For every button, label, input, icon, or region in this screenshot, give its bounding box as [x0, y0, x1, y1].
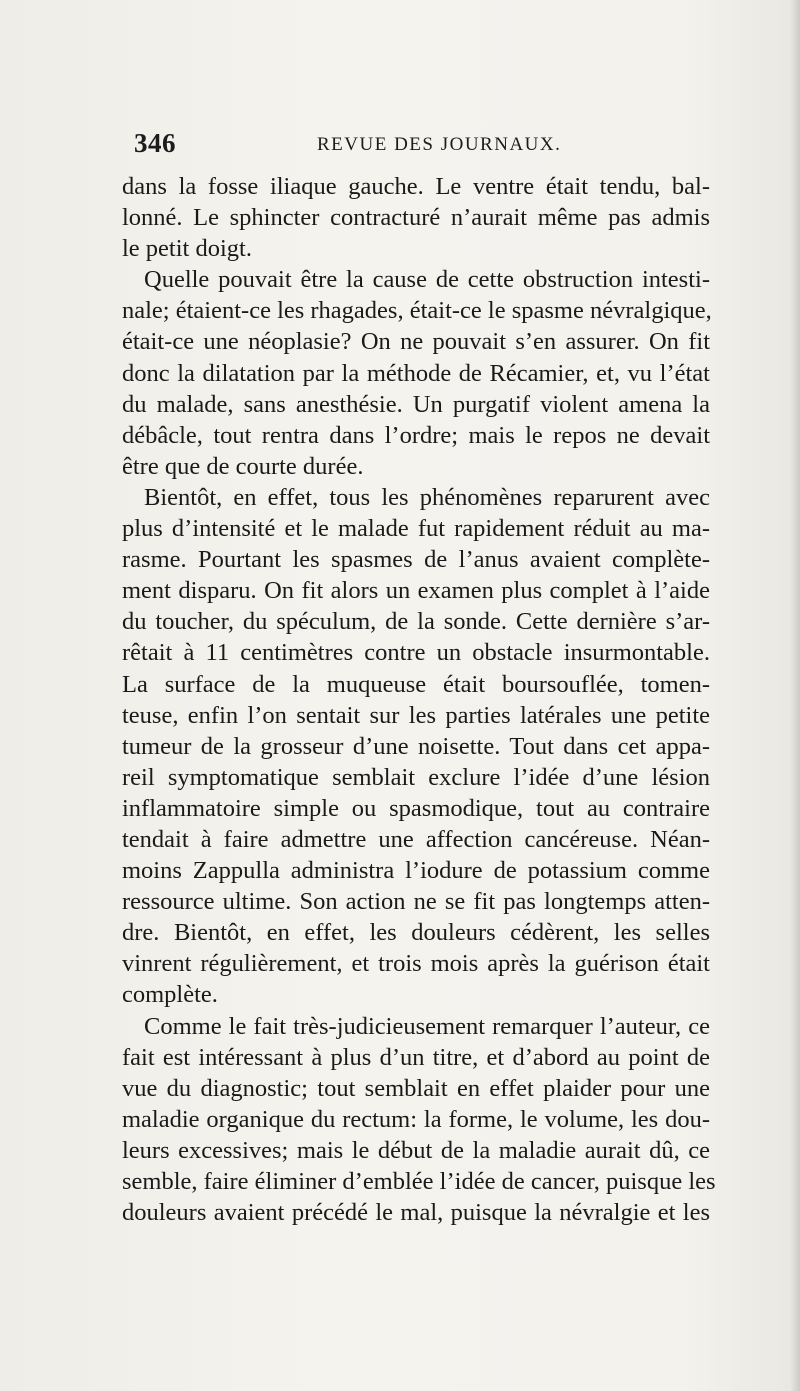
text-line: ressource ultime. Son action ne se fit pas longtemps atten- — [122, 888, 710, 916]
text-line: Quelle pouvait être la cause de cette obstruction intesti- — [144, 266, 710, 294]
text-line: vue du diagnostic; tout semblait en effet plaider pour une — [122, 1074, 710, 1102]
text-line: lonné. Le sphincter contracturé n’aurait même pas admis — [122, 204, 710, 232]
text-line: était-ce une néoplasie? On ne pouvait s’en assurer. On fit — [122, 328, 710, 356]
text-line: inflammatoire simple ou spasmodique, tout au contraire — [122, 794, 710, 822]
running-head: REVUE DES JOURNAUX. — [317, 134, 562, 155]
text-line: tendait à faire admettre une affection cancéreuse. Néan- — [122, 825, 710, 853]
text-line: rasme. Pourtant les spasmes de l’anus avaient complète- — [122, 546, 710, 574]
text-line: dans la fosse iliaque gauche. Le ventre était tendu, bal- — [122, 173, 710, 200]
page-number: 346 — [134, 128, 176, 158]
text-line: moins Zappulla administra l’iodure de potassium comme — [122, 857, 710, 885]
text-line: nale; étaient-ce les rhagades, était-ce le spasme névralgique, — [122, 297, 712, 325]
text-line: le petit doigt. — [122, 235, 252, 263]
text-line: débâcle, tout rentra dans l’ordre; mais le repos ne devait — [122, 421, 710, 449]
text-line: douleurs avaient précédé le mal, puisque la névralgie et les — [122, 1199, 710, 1227]
text-line: ment disparu. On fit alors un examen plus complet à l’aide — [122, 577, 710, 605]
body-text — [122, 171, 716, 1228]
text-line: maladie organique du rectum: la forme, le volume, les dou- — [122, 1105, 710, 1133]
text-line: plus d’intensité et le malade fut rapidement réduit au ma- — [122, 515, 710, 543]
text-line: vinrent régulièrement, et trois mois après la guérison était — [122, 950, 710, 978]
text-line: teuse, enfin l’on sentait sur les parties latérales une petite — [122, 701, 710, 729]
page-edge-shadow — [790, 0, 800, 1391]
text-line: tumeur de la grosseur d’une noisette. Tout dans cet appa- — [122, 732, 710, 760]
text-line: Bientôt, en effet, tous les phénomènes reparurent avec — [144, 483, 710, 511]
text-line: donc la dilatation par la méthode de Récamier, et, vu l’état — [122, 359, 710, 387]
text-line: reil symptomatique semblait exclure l’idée d’une lésion — [122, 763, 710, 791]
text-line: fait est intéressant à plus d’un titre, et d’abord au point de — [122, 1043, 710, 1071]
text-line: semble, faire éliminer d’emblée l’idée de cancer, puisque les — [122, 1168, 716, 1195]
page-header — [134, 128, 704, 164]
text-line: du toucher, du spéculum, de la sonde. Cette dernière s’ar- — [122, 608, 710, 636]
text-line: être que de courte durée. — [122, 452, 364, 480]
text-line: du malade, sans anesthésie. Un purgatif violent amena la — [122, 390, 710, 418]
text-line: Comme le fait très-judicieusement remarquer l’auteur, ce — [144, 1012, 710, 1040]
text-line: leurs excessives; mais le début de la maladie aurait dû, ce — [122, 1136, 710, 1164]
text-line: rêtait à 11 centimètres contre un obstacle insurmontable. — [122, 639, 710, 667]
text-line: complète. — [122, 981, 218, 1009]
text-line: dre. Bientôt, en effet, les douleurs cédèrent, les selles — [122, 919, 710, 947]
text-line: La surface de la muqueuse était boursouflée, tomen- — [122, 670, 710, 698]
